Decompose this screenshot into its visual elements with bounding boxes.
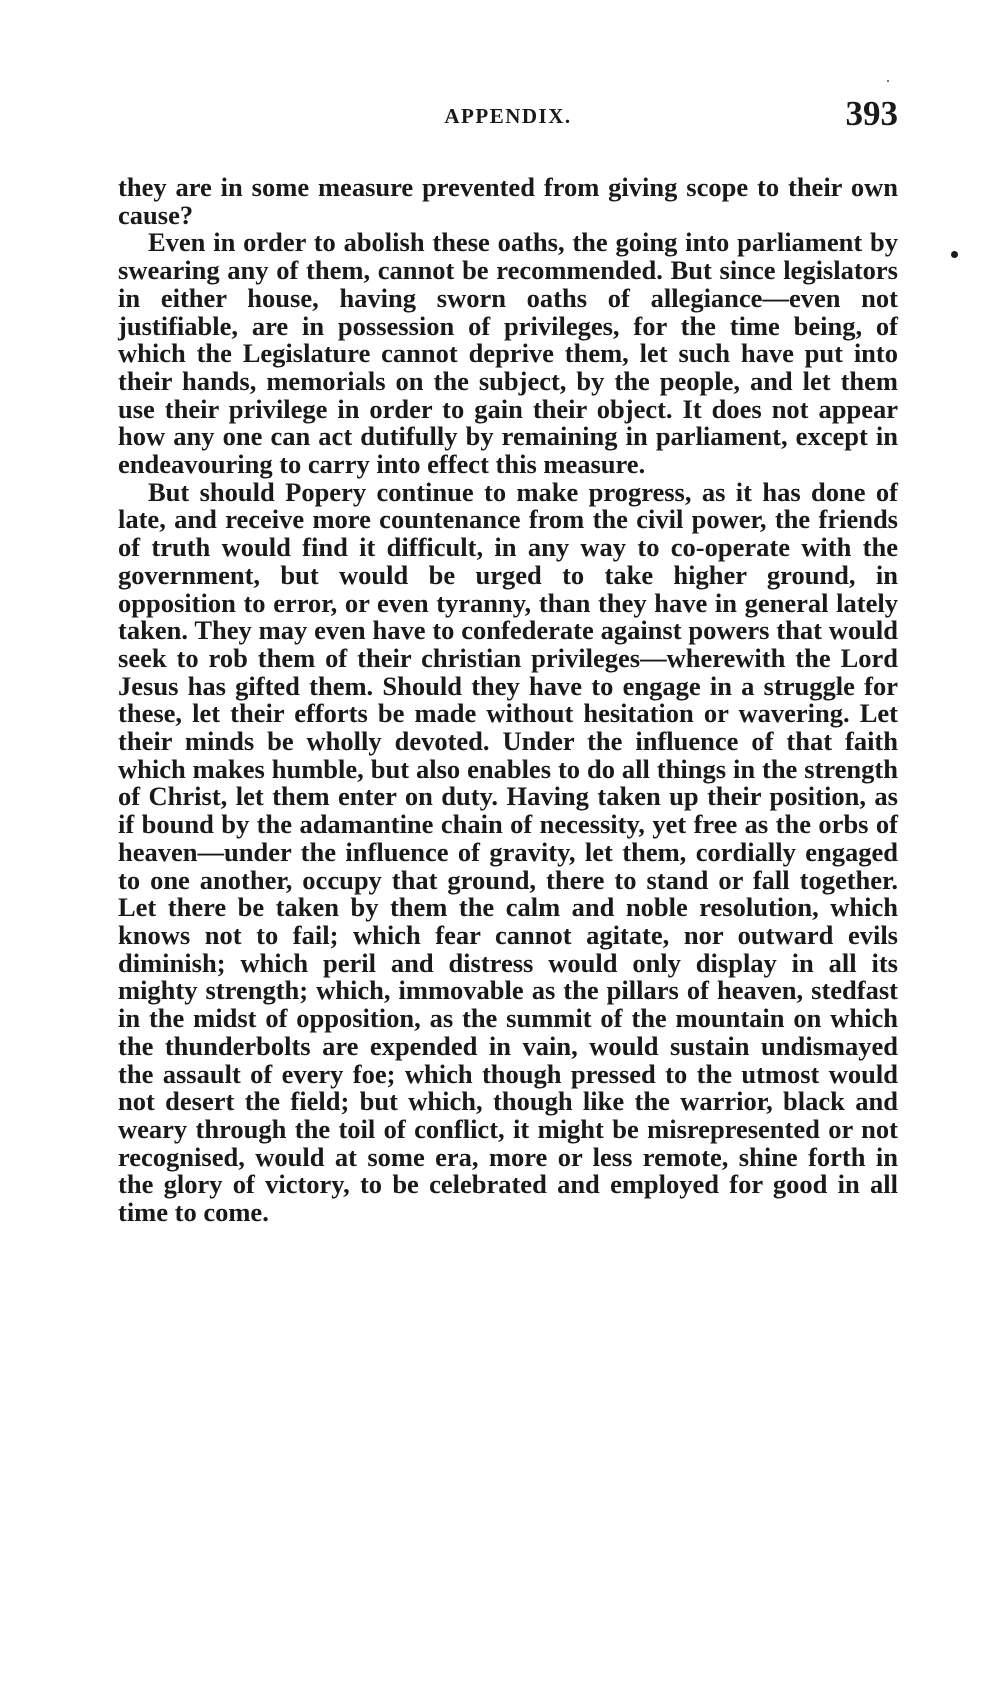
page-number: 393 — [845, 94, 898, 133]
paragraph-continuation: they are in some measure prevented from giving scope to their own cause? — [118, 172, 898, 230]
paragraph: Even in order to abolish these oaths, the going into parliament by swearing any of them, cannot be recommended. But since legislators in either house, having sworn oaths of allegiance—even not justifiable, are in possession of privileges, for the time being, of which the Legislature cannot deprive them, let such have put into their hands, memorials on the subject, by the people, and let them use their privilege in order to gain their object. It does not appear how any one can act dutifully by remaining in parliament, except in endeavouring to carry into effect this measure. — [118, 227, 898, 480]
section-title: APPENDIX. — [444, 104, 572, 128]
running-head — [118, 94, 898, 138]
body-text — [118, 174, 898, 1227]
print-speck — [887, 80, 889, 82]
paragraph: But should Popery continue to make progress, as it has done of late, and receive more countenance from the civil power, the friends of truth would find it difficult, in any way to co-operate with the government, but would be urged to take higher ground, in opposition to error, or even tyranny, than they have in general lately taken. They may even have to confederate against powers that would seek to rob them of their christian privileges—wherewith the Lord Jesus has gifted them. Should they have to engage in a struggle for these, let their efforts be made without hesitation or wavering. Let their minds be wholly devoted. Under the influence of that faith which makes humble, but also enables to do all things in the strength of Christ, let them enter on duty. Having taken up their position, as if bound by the adamantine chain of necessity, yet free as the orbs of heaven—under the influence of gravity, let them, cordially engaged to one another, occupy that ground, there to stand or fall together. Let there be taken by them the calm and noble resolution, which knows not to fail; which fear cannot agitate, nor outward evils diminish; which peril and distress would only display in all its mighty strength; which, immovable as the pillars of heaven, stedfast in the midst of opposition, as the summit of the mountain on which the thunderbolts are expended in vain, would sustain undismayed the assault of every foe; which though pressed to the utmost would not desert the field; but which, though like the warrior, black and weary through the toil of conflict, it might be misrepresented or not recognised, would at some era, more or less remote, shine forth in the glory of victory, to be celebrated and employed for good in all time to come. — [118, 476, 898, 1228]
margin-mark — [951, 251, 958, 258]
